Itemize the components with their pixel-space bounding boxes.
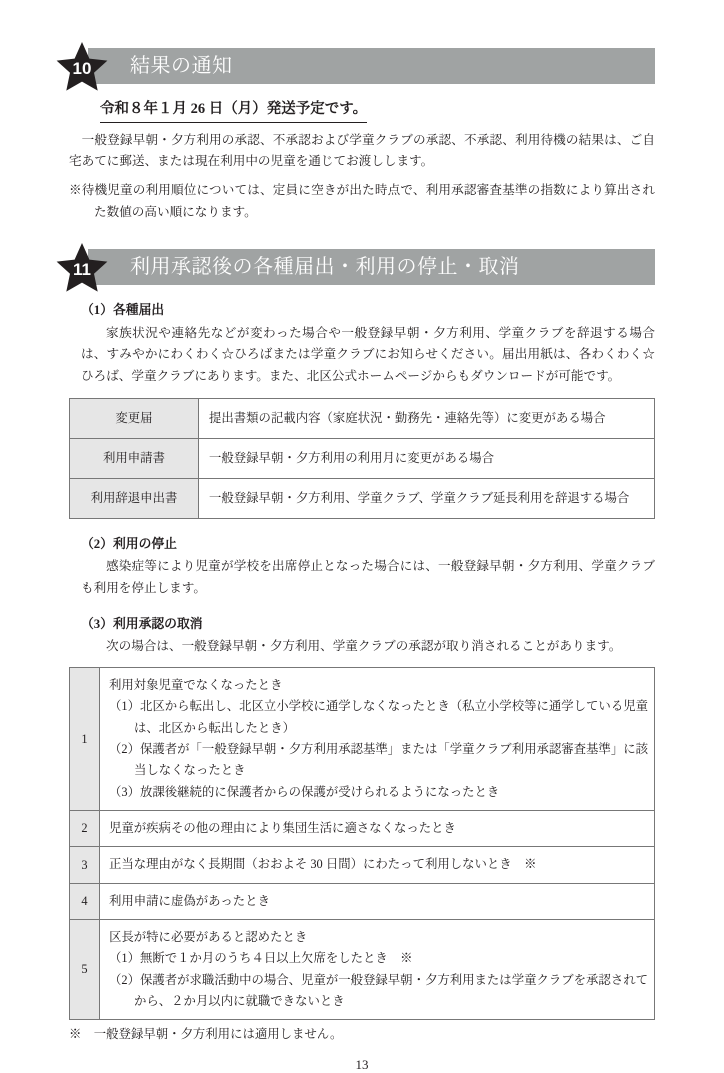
form-desc-cell: 提出書類の記載内容（家庭状況・勤務先・連絡先等）に変更がある場合 — [199, 398, 655, 438]
row-sub-item: （1）北区から転出し、北区立小学校に通学しなくなったとき（私立小学校等に通学している児童は、北区から転出したとき） — [109, 699, 648, 735]
subsection-1-body: 家族状況や連絡先などが変わった場合や一般登録早朝・夕方利用、学童クラブを辞退する場合は、すみやかにわくわく☆ひろばまたは学童クラブにお知らせください。届出用紙は、各わくわく☆ひろば、学童クラブにあります。また、北区公式ホームページからもダウンロードが可能です。 — [81, 325, 655, 383]
notification-date: 令和８年１月 26 日（月）発送予定です。 — [100, 99, 367, 123]
subsection-heading-2: （2）利用の停止 — [81, 536, 177, 551]
row-lead-text: 利用対象児童でなくなったとき — [109, 678, 283, 693]
section-title-11: 利用承認後の各種届出・利用の停止・取消 — [130, 256, 520, 279]
section-header-11 — [73, 249, 655, 285]
row-lead-text: 利用申請に虚偽があったとき — [109, 893, 270, 908]
form-name-cell: 変更届 — [70, 398, 199, 438]
row-number-cell: 4 — [70, 883, 100, 919]
section-10-content — [69, 84, 655, 223]
table-row — [70, 811, 655, 847]
page-number: 13 — [355, 1057, 369, 1073]
table-row — [70, 478, 655, 518]
section-header-10 — [72, 48, 655, 84]
table-row — [70, 883, 655, 919]
section-10-paragraph-2: ※待機児童の利用順位については、定員に空きが出た時点で、利用承認審査基準の指数により算出された数値の高い順になります。 — [69, 183, 655, 219]
subsection-2-body: 感染症等により児童が学校を出席停止となった場合には、一般登録早朝・夕方利用、学童クラブも利用を停止します。 — [81, 558, 655, 595]
section-number-10: 10 — [72, 59, 92, 78]
form-desc-cell: 一般登録早朝・夕方利用の利用月に変更がある場合 — [199, 438, 655, 478]
table-row — [70, 668, 655, 811]
row-number-cell: 2 — [70, 811, 100, 847]
section-number-11: 11 — [73, 260, 91, 280]
form-name-cell: 利用辞退申出書 — [70, 478, 199, 518]
row-lead-text: 児童が疾病その他の理由により集団生活に適さなくなったとき — [109, 821, 456, 836]
table-row — [70, 398, 655, 438]
row-number-cell: 1 — [70, 668, 100, 811]
section-title-10: 結果の通知 — [130, 55, 233, 77]
row-sub-item: （2）保護者が求職活動中の場合、児童が一般登録早朝・夕方利用または学童クラブを承認されてから、２か月以内に就職できないとき — [109, 972, 648, 1009]
row-lead-text: 区長が特に必要があると認めたとき — [109, 930, 308, 945]
form-name-cell: 利用申請書 — [70, 438, 199, 478]
row-content-cell — [100, 883, 655, 919]
row-content-cell — [100, 811, 655, 847]
subsection-3-body: 次の場合は、一般登録早朝・夕方利用、学童クラブの承認が取り消されることがあります。 — [106, 639, 622, 654]
table-row — [70, 847, 655, 883]
row-content-cell — [100, 847, 655, 883]
row-content-cell — [100, 920, 655, 1020]
row-content-cell — [100, 668, 655, 811]
cancellation-reasons-table — [69, 667, 655, 1020]
row-sub-item: （3）放課後継続的に保護者からの保護が受けられるようになったとき — [109, 784, 500, 799]
forms-table — [69, 398, 655, 519]
form-desc-cell: 一般登録早朝・夕方利用、学童クラブ、学童クラブ延長利用を辞退する場合 — [199, 478, 655, 518]
row-number-cell: 5 — [70, 920, 100, 1020]
row-lead-text: 正当な理由がなく長期間（おおよそ 30 日間）にわたって利用しないとき ※ — [109, 857, 537, 872]
table-row — [70, 920, 655, 1020]
row-sub-item: （2）保護者が「一般登録早朝・夕方利用承認基準」または「学童クラブ利用承認審査基準」に該当しなくなったとき — [109, 742, 648, 778]
subsection-heading-1: （1）各種届出 — [81, 303, 165, 318]
section-10-paragraph-1: 一般登録早朝・夕方利用の承認、不承認および学童クラブの承認、不承認、利用待機の結果は、ご自宅あてに郵送、または現在利用中の児童を通じてお渡しします。 — [69, 132, 655, 169]
section-11-content — [69, 301, 655, 1073]
row-number-cell: 3 — [70, 847, 100, 883]
table-footnote: ※ 一般登録早朝・夕方利用には適用しません。 — [69, 1027, 343, 1042]
subsection-heading-3: （3）利用承認の取消 — [81, 617, 203, 632]
star-badge-icon-11 — [55, 242, 109, 294]
star-badge-icon-10 — [55, 41, 109, 93]
table-row — [70, 438, 655, 478]
row-sub-item: （1）無断で１か月のうち４日以上欠席をしたとき ※ — [109, 951, 413, 966]
